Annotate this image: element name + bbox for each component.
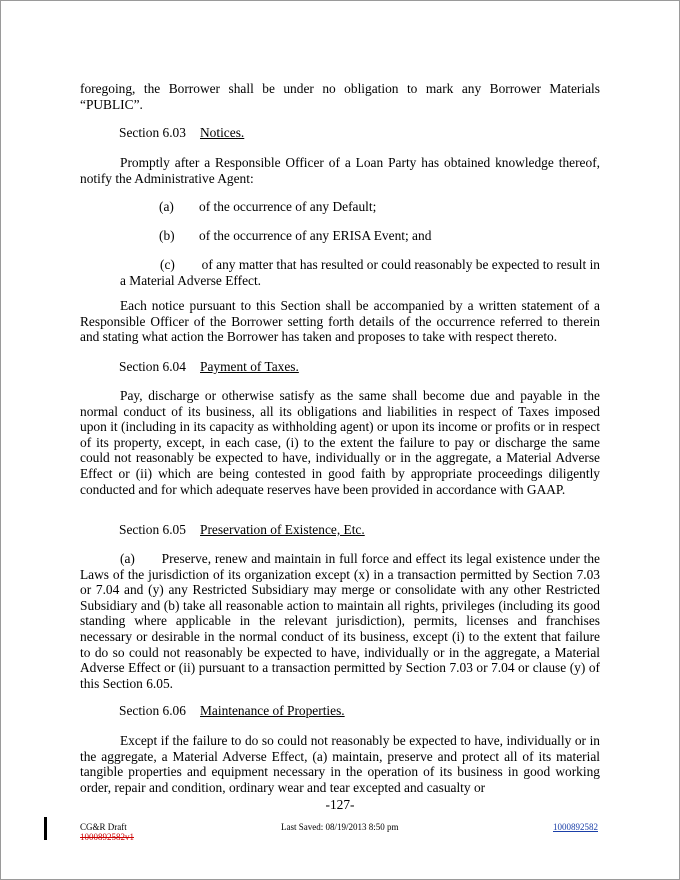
list-item-b (159, 228, 431, 244)
last-saved: Last Saved: 08/19/2013 8:50 pm (281, 822, 399, 832)
footer-left (80, 822, 134, 842)
paragraph-except: Except if the failure to do so could not reasonably be expected to have, individually or in the aggregate, a Material Adverse Effect, (a) maintain, preserve and protect all of its material tangible properties and equipment necessary in the operation of its business in good working order, repair and condition, ordinary wear and tear excepted and casualty or (80, 733, 600, 795)
section-title: Payment of Taxes. (200, 359, 299, 374)
paragraph-each-notice: Each notice pursuant to this Section shall be accompanied by a written statement of a Responsible Officer of the Borrower setting forth details of the occurrence referred to therein and stating what action the Borrower has taken and proposes to take with respect thereto. (80, 298, 600, 345)
section-6-06-heading (119, 703, 345, 719)
paragraph-preserve: (a) Preserve, renew and maintain in full force and effect its legal existence under the Laws of the jurisdiction of its organization except (x) in a transaction permitted by Section 7.03 or 7.04 and (y) any Restricted Subsidiary may merge or consolidate with any other Restricted Subsidiary and (b) take all reasonable action to maintain all rights, privileges (including its good standing where applicable in the relevant jurisdiction), permits, licenses and franchises necessary or desirable in the normal conduct of its business, except (i) to the extent that failure to do so could not reasonably be expected to have, individually or in the aggregate, a Material Adverse Effect or (ii) pursuant to a transaction permitted by Section 7.03 or 7.04 or clause (y) of this Section 6.05. (80, 551, 600, 691)
paragraph-foregoing: foregoing, the Borrower shall be under no obligation to mark any Borrower Materials “PUBLIC”. (80, 81, 600, 112)
section-title: Preservation of Existence, Etc. (200, 522, 365, 537)
old-doc-id: 1000892582v1 (80, 832, 134, 842)
list-item-text: of the occurrence of any ERISA Event; and (199, 228, 432, 243)
draft-label: CG&R Draft (80, 822, 127, 832)
list-item-c: (c) of any matter that has resulted or could reasonably be expected to result in a Material Adverse Effect. (120, 257, 600, 288)
page-number: -127- (325, 797, 355, 812)
section-title: Notices. (200, 125, 245, 140)
list-item-a (159, 199, 376, 215)
change-bar (44, 817, 47, 840)
section-number: Section 6.03 (119, 125, 186, 140)
section-number: Section 6.05 (119, 522, 186, 537)
section-6-04-heading (119, 359, 299, 375)
section-6-03-heading (119, 125, 244, 141)
list-item-label: (a) (159, 199, 174, 214)
section-6-05-heading (119, 522, 365, 538)
paragraph-promptly: Promptly after a Responsible Officer of a Loan Party has obtained knowledge thereof, notify the Administrative Agent: (80, 155, 600, 186)
list-item-label: (b) (159, 228, 175, 243)
section-number: Section 6.06 (119, 703, 186, 718)
section-number: Section 6.04 (119, 359, 186, 374)
doc-id-link[interactable]: 1000892582 (553, 822, 598, 832)
section-title: Maintenance of Properties. (200, 703, 345, 718)
paragraph-pay-taxes: Pay, discharge or otherwise satisfy as the same shall become due and payable in the normal conduct of its business, all its obligations and liabilities in respect of Taxes imposed upon it (including in its capacity as withholding agent) or upon its income or profits or in respect of its property, except, in each case, (i) to the extent the failure to pay or discharge the same could not reasonably be expected to have, individually or in the aggregate, a Material Adverse Effect or (ii) which are being contested in good faith by appropriate proceedings diligently conducted and for which adequate reserves have been provided in accordance with GAAP. (80, 388, 600, 497)
list-item-text: of the occurrence of any Default; (199, 199, 377, 214)
